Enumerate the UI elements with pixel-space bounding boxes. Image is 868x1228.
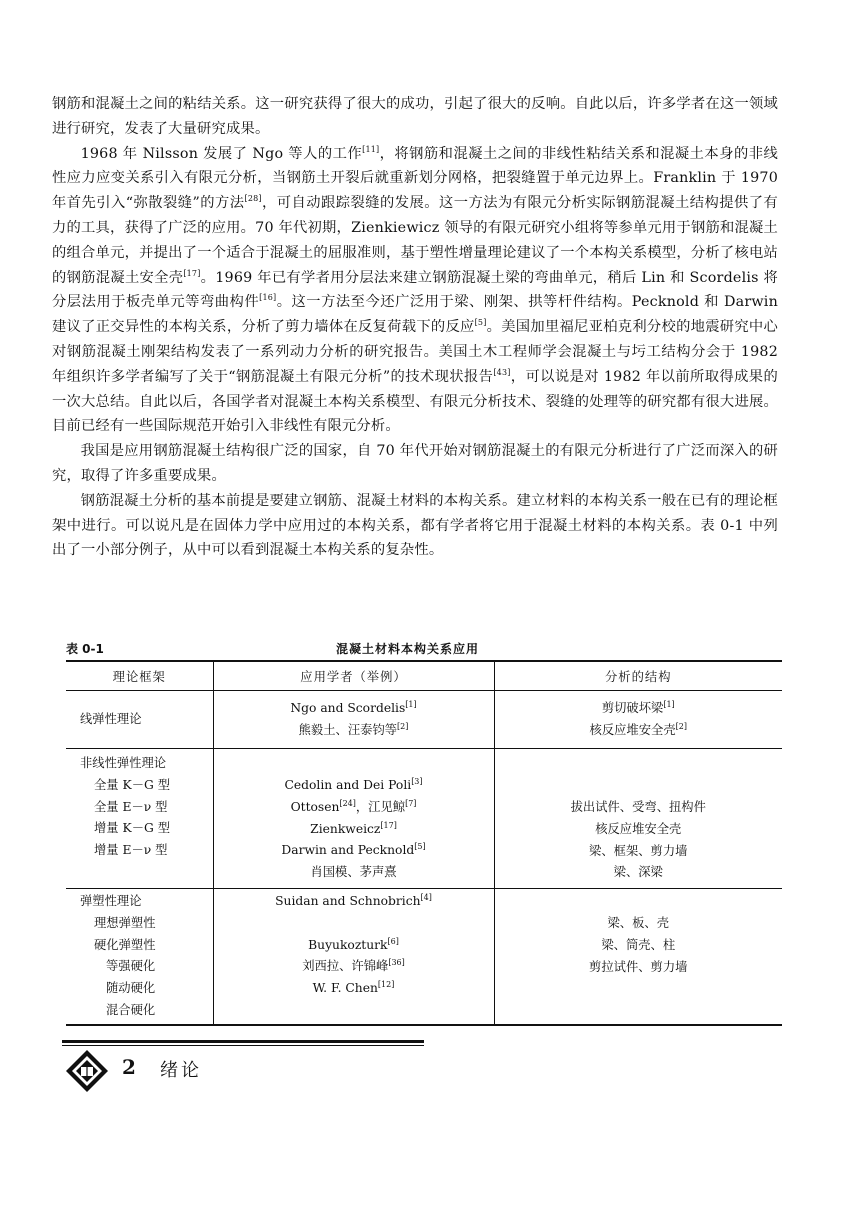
scholar-name: Zienkweicz [310, 821, 381, 836]
scholars-cell [213, 889, 494, 1025]
p2-text-7: ，可以说是对 1982 年以前所取得成果的一次大总结。自此以后，各国学者对混凝土本构关系模型、有限元分析技术、裂缝的处理等的研究都有很大进展。目前已经有一些国际规范开始引入非线性有限元分析。 [52, 368, 778, 435]
constitutive-table [66, 660, 782, 1026]
framework-cell [66, 691, 213, 749]
scholar-ref: [4] [420, 892, 432, 902]
framework-sub: 理想弹塑性 [94, 915, 156, 930]
p2-text-2: ，将钢筋和混凝土之间的非线性粘结关系和混凝土本身的非线性应力应变关系引入有限元分析，当钢筋土开裂后就重新划分网格，把裂缝置于单元边界上。Franklin 于 1970 年首先引入“弥散裂缝”的方法 [52, 145, 778, 212]
scholar-ref: [36] [388, 958, 405, 968]
structures-cell [494, 889, 782, 1025]
framework-sub: 增量 K－G 型 [94, 821, 171, 836]
scholar-ref: [5] [414, 842, 426, 852]
p2-text-5: 。这一方法至今还广泛用于梁、刚架、拱等杆件结构。Pecknold 和 Darwin 建议了正交异性的本构关系，分析了剪力墙体在反复荷载下的反应 [52, 294, 778, 336]
ref-43: [43] [493, 368, 511, 377]
scholar-entry: 肖国模、茅声熹 [310, 865, 397, 880]
framework-nonlinear: 非线性弹性理论 [80, 756, 167, 770]
paragraph-3: 我国是应用钢筋混凝土结构很广泛的国家，自 70 年代开始对钢筋混凝土的有限元分析进行了广泛而深入的研究，取得了许多重要成果。 [52, 443, 778, 484]
paragraph-1: 钢筋和混凝土之间的粘结关系。这一研究获得了很大的成功，引起了很大的反响。自此以后，许多学者在这一领域进行研究，发表了大量研究成果。 [52, 96, 778, 137]
p2-text-4: 。1969 年已有学者用分层法来建立钢筋混凝土梁的弯曲单元，稍后 Lin 和 Scordelis 将分层法用于板壳单元等弯曲构件 [52, 269, 778, 311]
scholar-name: Ngo and Scordelis [290, 700, 406, 715]
scholar-ref: [24] [339, 798, 356, 808]
framework-sub: 混合硬化 [106, 1002, 156, 1017]
scholar-entry [215, 840, 493, 862]
scholar-entry [215, 775, 493, 797]
scholar-name: Buyukozturk [308, 937, 388, 952]
structure-ref: [2] [675, 721, 687, 731]
framework-sub: 等强硬化 [106, 959, 156, 974]
structure-entry: 核反应堆安全壳 [595, 821, 682, 836]
ref-28: [28] [244, 194, 262, 204]
structure-entry [496, 698, 782, 720]
scholar-name: Suidan and Schnobrich [275, 894, 421, 908]
framework-sub: 硬化弹塑性 [94, 937, 156, 952]
structure-name: 剪切破坏梁 [601, 700, 664, 715]
scholar-ref: [1] [405, 699, 417, 709]
footer-rule-thin [62, 1045, 424, 1046]
scholar-name: W. F. Chen [312, 981, 378, 996]
structures-cell [494, 749, 782, 889]
scholar-ref: [6] [387, 936, 399, 946]
framework-sub: 全量 K－G 型 [94, 777, 171, 792]
structure-entry: 拔出试件、受弯、扭构件 [570, 800, 706, 814]
ref-11: [11] [362, 144, 380, 154]
scholar-ref: [2] [397, 721, 409, 731]
scholar-entry [215, 935, 493, 957]
scholar-entry [215, 819, 493, 841]
structure-entry: 梁、框架、剪力墙 [589, 843, 688, 858]
chapter-name: 绪论 [160, 1060, 202, 1081]
scholar-ref: [7] [405, 798, 417, 808]
scholar-ref: [17] [380, 820, 397, 830]
header-structures: 分析的结构 [494, 661, 782, 691]
table-header-row [66, 661, 782, 691]
table-caption [66, 640, 782, 656]
scholars-cell [213, 749, 494, 889]
table-row [66, 889, 782, 1025]
scholar-name: Cedolin and Dei Poli [284, 778, 412, 792]
table-label: 表 0-1 [66, 642, 104, 656]
paragraph-2 [52, 142, 778, 440]
framework-sub: 全量 E－ν 型 [94, 799, 168, 814]
scholar-name: Darwin and Pecknold [281, 843, 415, 858]
diamond-book-icon [64, 1048, 110, 1094]
footer-rule [62, 1040, 424, 1043]
framework-sub: 随动硬化 [106, 981, 156, 996]
p2-text-3: ，可自动跟踪裂缝的发展。这一方法为有限元分析实际钢筋混凝土结构提供了有力的工具，获得了广泛的应用。70 年代初期，Zienkiewicz 领导的有限元研究小组将等参单元用于钢筋和混凝土的组合单元，并提出了一个适合于混凝土的屈服准则，基于塑性增量理论建议了一个本构关系模型，分析了核电站的钢筋混凝土安全壳 [52, 195, 779, 286]
framework-cell [66, 889, 213, 1025]
table-row [66, 749, 782, 889]
body-text [52, 92, 778, 563]
scholar-ref: [3] [411, 776, 423, 786]
scholar-entry [215, 956, 493, 978]
scholar-name: 刘西拉、许锦峰 [302, 959, 389, 974]
scholar-entry [215, 797, 493, 819]
scholar-ref: [12] [377, 980, 395, 990]
table-row [66, 691, 782, 749]
structure-entry [496, 720, 782, 742]
structure-entry: 剪拉试件、剪力墙 [589, 959, 688, 974]
header-framework: 理论框架 [66, 661, 213, 691]
scholar-name: 熊毅土、汪泰钧等 [298, 722, 398, 737]
structure-entry: 梁、深梁 [613, 865, 663, 880]
structure-name: 核反应堆安全壳 [589, 722, 676, 737]
p2-text-6: 。美国加里福尼亚柏克利分校的地震研究中心对钢筋混凝土刚架结构发表了一系列动力分析的研究报告。美国土木工程师学会混凝土与圬工结构分会于 1982 年组织许多学者编写了关于“钢筋混凝土有限元分析”的技术现状报告 [52, 319, 779, 385]
structure-entry: 梁、板、壳 [607, 916, 669, 930]
ref-17: [17] [183, 268, 201, 278]
structures-cell [494, 691, 782, 749]
p2-text-1: 1968 年 Nilsson 发展了 Ngo 等人的工作 [80, 145, 363, 162]
scholar-name: Ottosen [290, 799, 340, 814]
structure-entry: 梁、筒壳、柱 [601, 937, 676, 952]
framework-cell [66, 749, 213, 889]
scholar-entry [215, 978, 493, 1000]
scholar-entry [215, 720, 493, 742]
paragraph-4: 钢筋混凝土分析的基本前提是要建立钢筋、混凝土材料的本构关系。建立材料的本构关系一般在已有的理论框架中进行。可以说凡是在固体力学中应用过的本构关系，都有学者将它用于混凝土材料的本构关系。表 0-1 中列出了一小部分例子，从中可以看到混凝土本构关系的复杂性。 [52, 492, 778, 559]
scholar-name: ，江见鲸 [355, 799, 406, 814]
framework-linear: 线弹性理论 [80, 711, 142, 726]
framework-sub: 增量 E－ν 型 [94, 843, 168, 858]
table-title: 混凝土材料本构关系应用 [336, 642, 480, 656]
structure-ref: [1] [663, 699, 675, 709]
scholar-entry [215, 698, 493, 720]
scholar-entry [215, 891, 493, 913]
scholars-cell [213, 691, 494, 749]
ref-5: [5] [474, 318, 487, 328]
ref-16: [16] [259, 293, 277, 303]
header-scholars: 应用学者（举例） [213, 661, 494, 691]
page-number: 2 [122, 1055, 136, 1079]
framework-plastic: 弹塑性理论 [80, 894, 142, 908]
